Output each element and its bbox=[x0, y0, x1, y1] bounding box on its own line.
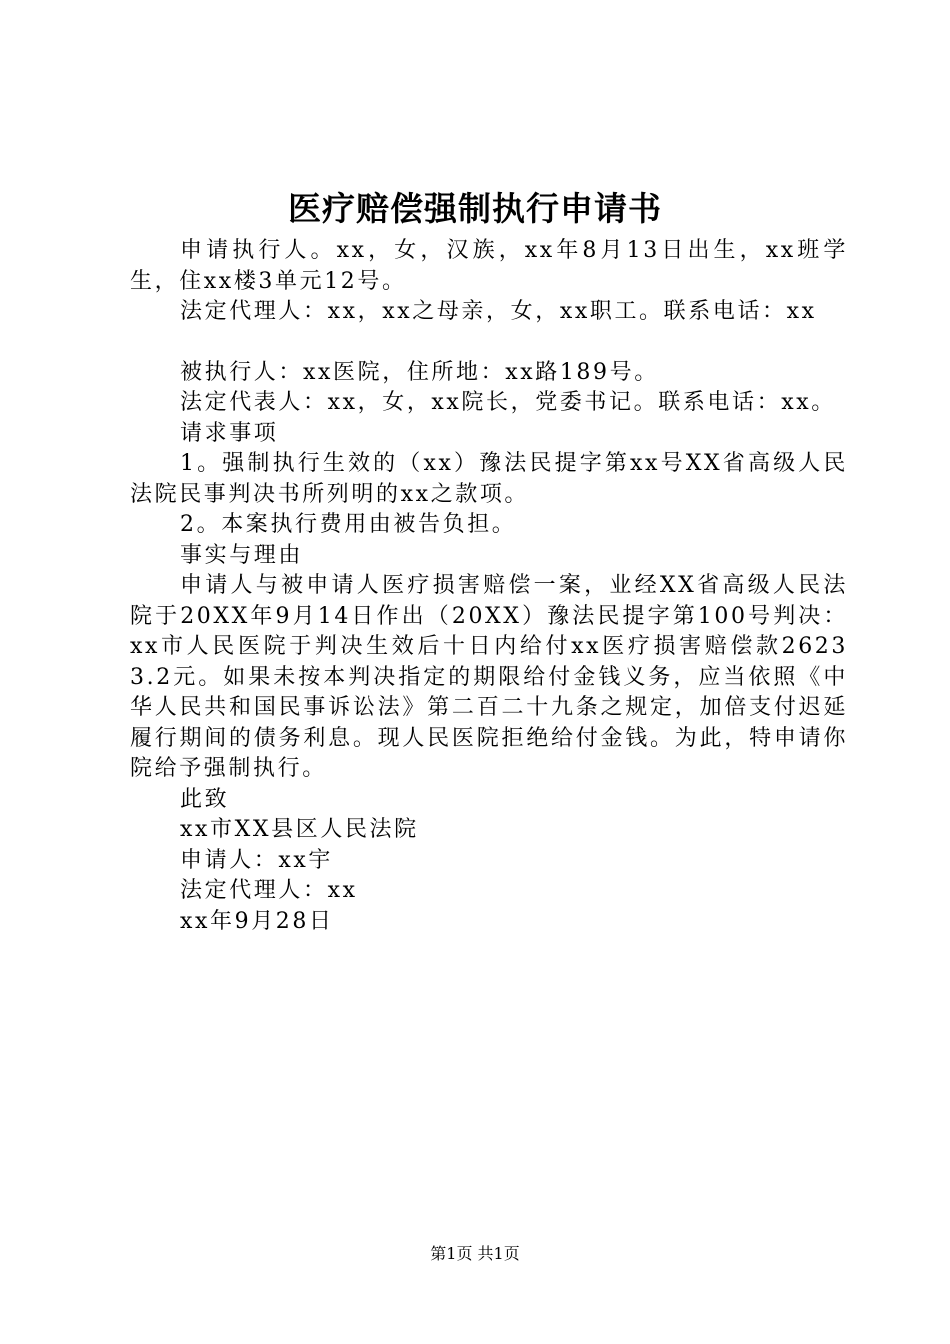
claim-item-1: 1。强制执行生效的（xx）豫法民提字第xx号XX省高级人民法院民事判决书所列明的xx之款项。 bbox=[130, 451, 848, 507]
claims-heading: 请求事项 bbox=[180, 420, 279, 446]
page-footer: 第1页 共1页 bbox=[430, 1244, 520, 1263]
claim-item-2: 2。本案执行费用由被告负担。 bbox=[180, 512, 517, 537]
document-date: xx年9月28日 bbox=[180, 908, 334, 934]
facts-paragraph: 申请人与被申请人医疗损害赔偿一案，业经XX省高级人民法院于20XX年9月14日作出（20XX）豫法民提字第100号判决：xx市人民医院于判决生效后十日内给付xx医疗损害赔偿款26233.2元。如果未按本判决指定的期限给付金钱义务，应当依照《中华人民共和国民事诉讼法》第二百二十九条之规定，加倍支付迟延履行期间的债务利息。现人民医院拒绝给付金钱。为此，特申请你院给予强制执行。 bbox=[130, 573, 848, 781]
signature-applicant: 申请人：xx宇 bbox=[180, 847, 334, 873]
document-body bbox=[130, 236, 848, 937]
court-name: xx市XX县区人民法院 bbox=[180, 817, 419, 842]
signature-agent: 法定代理人：xx bbox=[180, 878, 358, 903]
blank-line bbox=[130, 328, 848, 358]
legal-agent-paragraph: 法定代理人：xx，xx之母亲，女，xx职工。联系电话：xx bbox=[180, 299, 817, 324]
legal-representative-paragraph: 法定代表人：xx，女，xx院长，党委书记。联系电话：xx。 bbox=[180, 390, 836, 415]
closing-line: 此致 bbox=[180, 786, 230, 812]
respondent-paragraph: 被执行人：xx医院，住所地：xx路189号。 bbox=[180, 359, 659, 385]
applicant-paragraph: 申请执行人。xx，女，汉族，xx年8月13日出生，xx班学生，住xx楼3单元12号。 bbox=[130, 238, 848, 294]
document-title: 医疗赔偿强制执行申请书 bbox=[288, 189, 662, 228]
facts-heading: 事实与理由 bbox=[180, 542, 304, 568]
